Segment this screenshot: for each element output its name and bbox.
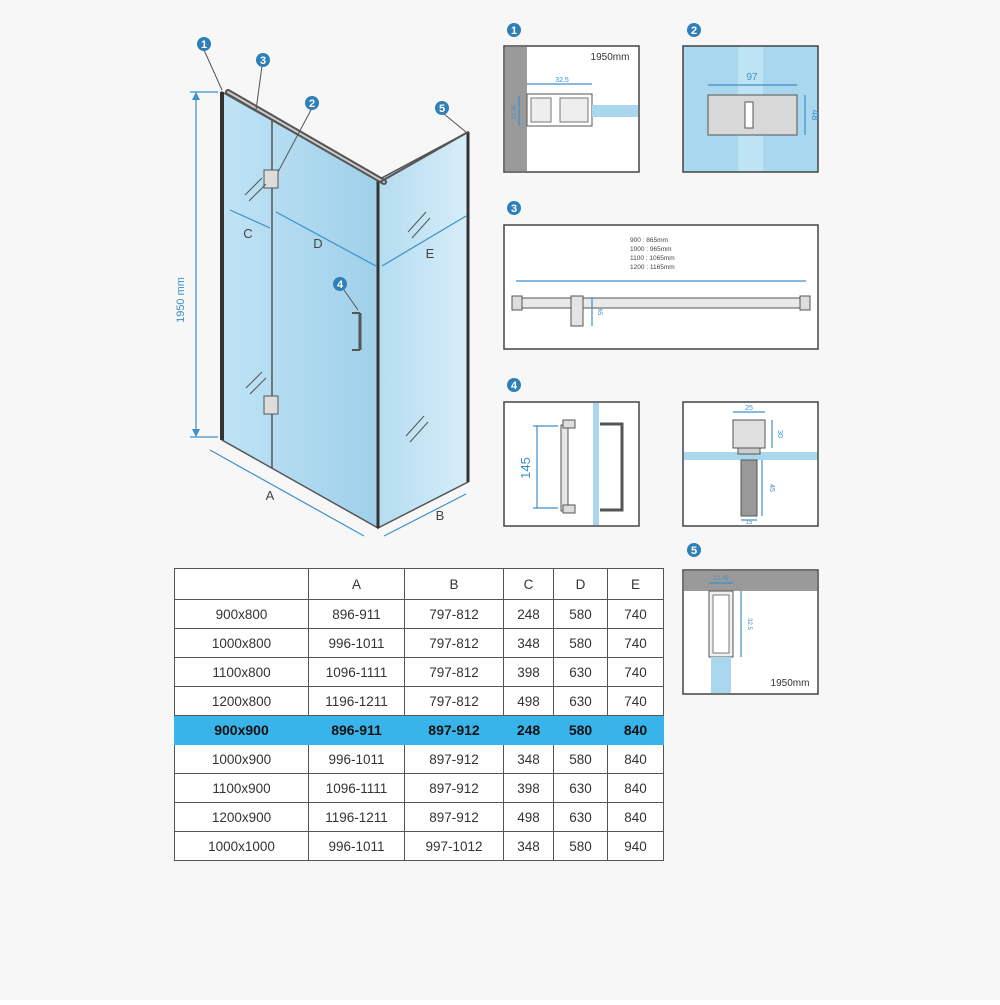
table-row [175,745,664,774]
svg-text:65: 65 [596,308,602,316]
svg-text:45: 45 [768,484,775,492]
svg-text:25: 25 [745,405,753,412]
header-a: A [309,569,405,600]
cell-e: 740 [608,658,664,687]
cell-a: 1196-1211 [309,687,405,716]
callout-4-badge [333,277,347,291]
cell-a: 896-911 [309,716,405,745]
detail-5 [683,543,818,694]
cell-c: 248 [504,716,554,745]
table-row-highlighted [175,716,664,745]
table-row [175,629,664,658]
svg-text:1950mm: 1950mm [590,52,630,63]
svg-text:3: 3 [259,55,267,67]
cell-c: 498 [504,687,554,716]
cell-b: 897-912 [405,803,504,832]
cell-c: 348 [504,745,554,774]
table-row [175,600,664,629]
callout-2-badge [305,96,319,110]
cell-c: 398 [504,658,554,687]
svg-text:32.5: 32.5 [746,618,752,630]
svg-text:900 : 865mm: 900 : 865mm [630,237,668,244]
svg-text:1200 : 1165mm: 1200 : 1165mm [630,264,675,271]
header-e: E [608,569,664,600]
cell-e: 740 [608,629,664,658]
svg-text:3: 3 [510,203,518,215]
front-glass-panel [222,92,378,528]
cell-d: 580 [554,745,608,774]
cell-b: 997-1012 [405,832,504,861]
shower-enclosure-drawing [175,37,468,536]
detail-4a [504,378,639,526]
detail-4b [683,402,818,526]
callout-3-badge [256,53,270,67]
cell-size: 1100x900 [175,774,309,803]
svg-text:12.45: 12.45 [512,104,518,120]
svg-text:1000 : 965mm: 1000 : 965mm [630,246,672,253]
table-row [175,832,664,861]
cell-a: 1096-1111 [309,774,405,803]
table-row [175,803,664,832]
detail-1-badge [507,23,521,37]
header-d: D [554,569,608,600]
svg-text:145: 145 [518,457,533,479]
detail-2 [683,23,820,172]
cell-e: 940 [608,832,664,861]
cell-c: 348 [504,629,554,658]
cell-size: 1200x800 [175,687,309,716]
height-dimension-label: 1950 mm [175,277,187,323]
svg-text:4: 4 [510,380,518,392]
svg-text:1950mm: 1950mm [770,678,810,689]
svg-text:2: 2 [308,98,316,110]
upper-hinge [264,170,278,188]
header-size [175,569,309,600]
svg-text:97: 97 [746,72,758,83]
svg-text:1: 1 [510,25,518,37]
cell-size: 900x900 [175,716,309,745]
dim-label-e: E [425,246,435,261]
cell-d: 630 [554,774,608,803]
callout-5-badge [435,101,449,115]
cell-e: 840 [608,803,664,832]
cell-b: 897-912 [405,774,504,803]
svg-text:32.5: 32.5 [555,77,569,84]
table-row [175,687,664,716]
dim-label-d: D [313,236,323,251]
cell-d: 630 [554,803,608,832]
cell-b: 797-812 [405,658,504,687]
cell-d: 580 [554,600,608,629]
svg-text:1100 : 1065mm: 1100 : 1065mm [630,255,675,262]
callout-1-badge [197,37,211,51]
table-row [175,774,664,803]
header-c: C [504,569,554,600]
cell-b: 897-912 [405,745,504,774]
cell-a: 1096-1111 [309,658,405,687]
svg-text:5: 5 [690,545,698,557]
cell-e: 840 [608,774,664,803]
cell-c: 398 [504,774,554,803]
detail-4-badge [507,378,521,392]
cell-d: 580 [554,716,608,745]
cell-size: 1000x1000 [175,832,309,861]
table-row [175,658,664,687]
cell-b: 897-912 [405,716,504,745]
cell-a: 896-911 [309,600,405,629]
cell-d: 630 [554,687,608,716]
detail-1 [504,23,639,172]
dim-label-a: A [265,488,275,503]
cell-b: 797-812 [405,687,504,716]
detail-5-badge [687,543,701,557]
cell-c: 248 [504,600,554,629]
cell-size: 1200x900 [175,803,309,832]
cell-d: 580 [554,832,608,861]
cell-e: 740 [608,600,664,629]
cell-e: 840 [608,745,664,774]
cell-b: 797-812 [405,600,504,629]
side-glass-panel [378,132,468,528]
svg-text:1: 1 [200,39,208,51]
size-table [174,568,664,861]
cell-a: 1196-1211 [309,803,405,832]
svg-text:2: 2 [690,25,698,37]
cell-b: 797-812 [405,629,504,658]
svg-text:5: 5 [438,103,446,115]
cell-d: 630 [554,658,608,687]
cell-d: 580 [554,629,608,658]
svg-text:15: 15 [745,520,753,526]
lower-hinge [264,396,278,414]
cell-size: 1000x900 [175,745,309,774]
cell-e: 740 [608,687,664,716]
table-body [175,600,664,861]
svg-text:4: 4 [336,279,344,291]
table-header-row [175,569,664,600]
dim-label-c: C [243,226,253,241]
detail-3 [504,201,818,349]
cell-a: 996-1011 [309,832,405,861]
cell-a: 996-1011 [309,745,405,774]
cell-size: 900x800 [175,600,309,629]
dim-label-b: B [435,508,445,523]
header-b: B [405,569,504,600]
detail-3-badge [507,201,521,215]
cell-a: 996-1011 [309,629,405,658]
cell-size: 1000x800 [175,629,309,658]
cell-c: 498 [504,803,554,832]
detail-2-badge [687,23,701,37]
cell-e: 840 [608,716,664,745]
svg-text:30: 30 [776,430,783,438]
cell-size: 1100x800 [175,658,309,687]
cell-c: 348 [504,832,554,861]
svg-text:12.45: 12.45 [713,576,729,582]
svg-text:48: 48 [809,109,820,121]
